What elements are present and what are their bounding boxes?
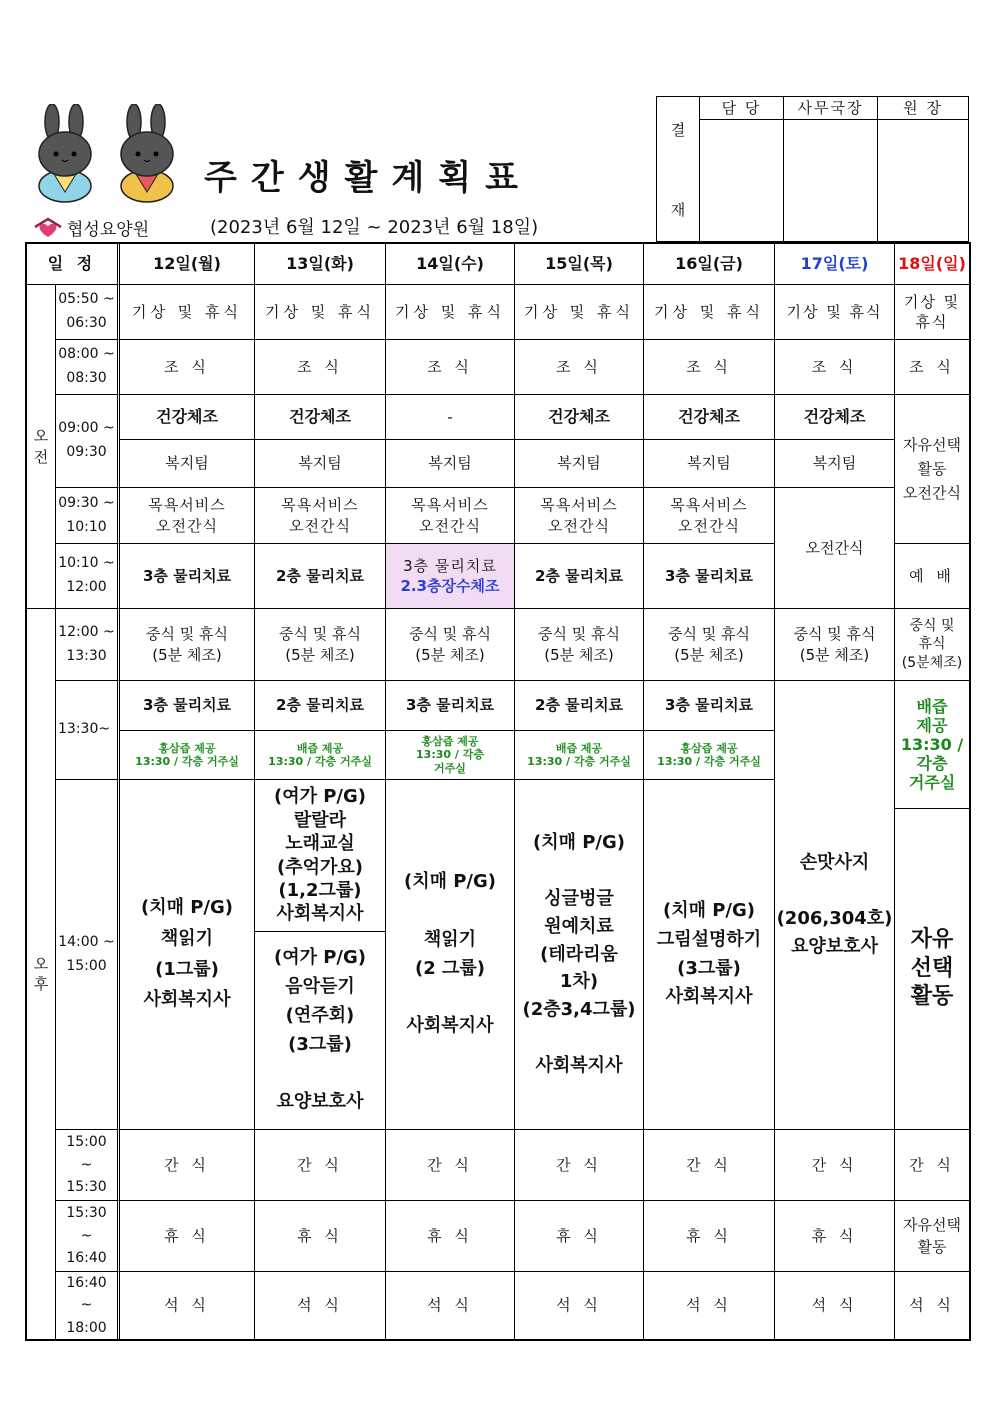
activity-cell: 휴 식 bbox=[386, 1201, 515, 1272]
activity-cell: 간 식 bbox=[386, 1130, 515, 1201]
activity-cell: 배즙 제공 13:30 / 각층 거주실 bbox=[255, 731, 386, 780]
activity-cell: 2층 물리치료 bbox=[515, 544, 644, 609]
activity-cell: 목욕서비스 오전간식 bbox=[386, 488, 515, 544]
activity-cell: 석 식 bbox=[386, 1272, 515, 1339]
approval-label-bottom: 재 bbox=[670, 201, 686, 219]
approval-box bbox=[656, 96, 969, 242]
activity-cell: 조 식 bbox=[644, 340, 775, 395]
activity-cell: 휴 식 bbox=[120, 1201, 255, 1272]
day-header: 13일(화) bbox=[255, 244, 386, 285]
activity-cell: 조 식 bbox=[120, 340, 255, 395]
activity-cell: 기상 및 휴식 bbox=[515, 285, 644, 340]
activity-cell: 석 식 bbox=[775, 1272, 895, 1339]
activity-cell: 조 식 bbox=[895, 340, 969, 395]
activity-cell: 복지팀 bbox=[255, 440, 386, 488]
day-header: 15일(목) bbox=[515, 244, 644, 285]
activity-cell: 석 식 bbox=[644, 1272, 775, 1339]
activity-cell: 중식 및 휴식 (5분 체조) bbox=[775, 609, 895, 681]
activity-cell: 휴 식 bbox=[775, 1201, 895, 1272]
activity-cell: 석 식 bbox=[515, 1272, 644, 1339]
time-slot: 10:10 ~ 12:00 bbox=[56, 544, 120, 609]
time-slot: 15:00 ~ 15:30 bbox=[56, 1130, 120, 1201]
approval-col-director bbox=[877, 97, 968, 241]
org-name-text: 협성요양원 bbox=[67, 220, 150, 240]
time-slot: 08:00 ~ 08:30 bbox=[56, 340, 120, 395]
activity-cell: 조 식 bbox=[386, 340, 515, 395]
approval-col-secretary bbox=[783, 97, 877, 241]
activity-cell: 건강체조 bbox=[515, 395, 644, 440]
activity-cell: 중식 및 휴식 (5분체조) bbox=[895, 609, 969, 681]
approval-col-label: 담 당 bbox=[700, 97, 783, 120]
program-cell: (치매 P/G) 책읽기 (1그룹) 사회복지사 bbox=[120, 780, 255, 1130]
activity-cell: 기상 및 휴식 bbox=[644, 285, 775, 340]
activity-cell: 복지팀 bbox=[386, 440, 515, 488]
activity-cell: 자유선택 활동 오전간식 bbox=[895, 395, 969, 544]
activity-cell: 3층 물리치료 bbox=[120, 544, 255, 609]
program-cell: (치매 P/G) 책읽기 (2 그룹) 사회복지사 bbox=[386, 780, 515, 1130]
activity-cell: 2층 물리치료 bbox=[515, 681, 644, 731]
activity-cell: 자유선택 활동 bbox=[895, 1201, 969, 1272]
day-header-sunday: 18일(일) bbox=[895, 244, 969, 285]
day-header: 16일(금) bbox=[644, 244, 775, 285]
activity-cell: 간 식 bbox=[775, 1130, 895, 1201]
activity-cell: - bbox=[386, 395, 515, 440]
schedule-table bbox=[25, 242, 971, 1341]
activity-cell: 간 식 bbox=[644, 1130, 775, 1201]
activity-cell: 홍삼즙 제공 13:30 / 각층 거주실 bbox=[644, 731, 775, 780]
activity-cell: 중식 및 휴식 (5분 체조) bbox=[644, 609, 775, 681]
activity-cell: 목욕서비스 오전간식 bbox=[120, 488, 255, 544]
activity-cell: 석 식 bbox=[255, 1272, 386, 1339]
time-slot: 12:00 ~ 13:30 bbox=[56, 609, 120, 681]
activity-cell: 홍삼즙 제공 13:30 / 각층 거주실 bbox=[386, 731, 515, 780]
activity-cell: 석 식 bbox=[909, 1296, 955, 1315]
activity-cell: 기상 및 휴식 bbox=[895, 285, 969, 340]
activity-cell: 중식 및 휴식 (5분 체조) bbox=[255, 609, 386, 681]
bunny-mascot-yellow bbox=[112, 104, 182, 204]
page-title: 주간생활계획표 bbox=[204, 158, 532, 198]
time-slot: 14:00 ~ 15:00 bbox=[56, 780, 120, 1130]
corner-header: 일 정 bbox=[27, 244, 120, 285]
activity-cell: 복지팀 bbox=[644, 440, 775, 488]
activity-line: 3층 물리치료 bbox=[403, 556, 497, 575]
activity-cell: 복지팀 bbox=[515, 440, 644, 488]
activity-cell: 3층 물리치료 bbox=[644, 681, 775, 731]
day-header: 12일(월) bbox=[120, 244, 255, 285]
activity-cell: 예 배 bbox=[895, 544, 969, 609]
activity-cell: 석 식 bbox=[120, 1272, 255, 1339]
activity-cell: 홍삼즙 제공 13:30 / 각층 거주실 bbox=[120, 731, 255, 780]
activity-cell-highlight bbox=[386, 544, 515, 609]
activity-cell: 목욕서비스 오전간식 bbox=[515, 488, 644, 544]
activity-cell: 배즙 제공 13:30 / 각층 거주실 bbox=[515, 731, 644, 780]
day-header-saturday: 17일(토) bbox=[775, 244, 895, 285]
program-cell: (치매 P/G) 싱글벙글 원예치료 (테라리움 1차) (2층3,4그룹) 사회복지사 bbox=[515, 780, 644, 1130]
period-pm-label: 오 후 bbox=[27, 609, 56, 1339]
activity-cell: 휴 식 bbox=[515, 1201, 644, 1272]
activity-cell: 건강체조 bbox=[120, 395, 255, 440]
activity-cell: 2층 물리치료 bbox=[255, 544, 386, 609]
activity-cell: 기상 및 휴식 bbox=[120, 285, 255, 340]
period-range: (2023년 6월 12일 ~ 2023년 6월 18일) bbox=[210, 217, 539, 238]
approval-col-label: 사무국장 bbox=[784, 97, 877, 120]
activity-cell: 복지팀 bbox=[120, 440, 255, 488]
activity-cell: 오전간식 bbox=[775, 488, 895, 609]
program-cell: 자유 선택 활동 bbox=[895, 809, 969, 1130]
activity-line-blue: 2.3층장수체조 bbox=[400, 577, 500, 595]
org-name bbox=[33, 215, 149, 240]
activity-cell: 간 식 bbox=[515, 1130, 644, 1201]
activity-cell: 중식 및 휴식 (5분 체조) bbox=[515, 609, 644, 681]
activity-cell: 기상 및 휴식 bbox=[386, 285, 515, 340]
activity-cell: 3층 물리치료 bbox=[644, 544, 775, 609]
activity-cell: 간 식 bbox=[895, 1130, 969, 1201]
activity-cell: 조 식 bbox=[515, 340, 644, 395]
period-am-label: 오 전 bbox=[27, 285, 56, 609]
activity-cell: 3층 물리치료 bbox=[120, 681, 255, 731]
activity-cell: 건강체조 bbox=[644, 395, 775, 440]
day-header: 14일(수) bbox=[386, 244, 515, 285]
program-cell: (여가 P/G) 랄랄라 노래교실 (추억가요) (1,2그룹) 사회복지사 bbox=[255, 780, 386, 932]
activity-cell: 간 식 bbox=[255, 1130, 386, 1201]
time-slot: 09:30 ~ 10:10 bbox=[56, 488, 120, 544]
time-slot: 09:00 ~ 09:30 bbox=[56, 395, 120, 488]
approval-label-top: 결 bbox=[670, 121, 686, 139]
activity-cell: 배즙 제공 13:30 / 각층 거주실 bbox=[895, 681, 969, 809]
activity-cell: 중식 및 휴식 (5분 체조) bbox=[120, 609, 255, 681]
bunny-mascot-blue bbox=[30, 104, 100, 204]
activity-cell: 조 식 bbox=[255, 340, 386, 395]
approval-col-label: 원 장 bbox=[878, 97, 968, 120]
activity-cell: 2층 물리치료 bbox=[255, 681, 386, 731]
activity-cell: 복지팀 bbox=[775, 440, 895, 488]
program-cell: (치매 P/G) 그림설명하기 (3그룹) 사회복지사 bbox=[644, 780, 775, 1130]
activity-cell: 기상 및 휴식 bbox=[775, 285, 895, 340]
activity-cell: 목욕서비스 오전간식 bbox=[255, 488, 386, 544]
time-slot: 05:50 ~ 06:30 bbox=[56, 285, 120, 340]
activity-cell: 건강체조 bbox=[775, 395, 895, 440]
approval-col-manager bbox=[699, 97, 783, 241]
time-slot: 15:30 ~ 16:40 bbox=[56, 1201, 120, 1272]
activity-cell: 휴 식 bbox=[255, 1201, 386, 1272]
org-logo-icon bbox=[33, 217, 63, 239]
activity-cell: 기상 및 휴식 bbox=[255, 285, 386, 340]
activity-cell: 휴 식 bbox=[644, 1201, 775, 1272]
activity-cell: 건강체조 bbox=[255, 395, 386, 440]
activity-text: 손맛사지 (206,304호) 요양보호사 bbox=[776, 852, 893, 957]
activity-cell bbox=[775, 681, 895, 1130]
activity-cell: 목욕서비스 오전간식 bbox=[644, 488, 775, 544]
program-cell: (여가 P/G) 음악듣기 (연주회) (3그룹) 요양보호사 bbox=[255, 932, 386, 1130]
activity-cell: 중식 및 휴식 (5분 체조) bbox=[386, 609, 515, 681]
time-slot: 13:30~ bbox=[56, 681, 120, 780]
approval-label bbox=[657, 97, 699, 241]
activity-cell: 3층 물리치료 bbox=[386, 681, 515, 731]
activity-cell: 조 식 bbox=[775, 340, 895, 395]
time-slot: 16:40 ~ 18:00 bbox=[56, 1272, 120, 1339]
activity-cell: 간 식 bbox=[120, 1130, 255, 1201]
